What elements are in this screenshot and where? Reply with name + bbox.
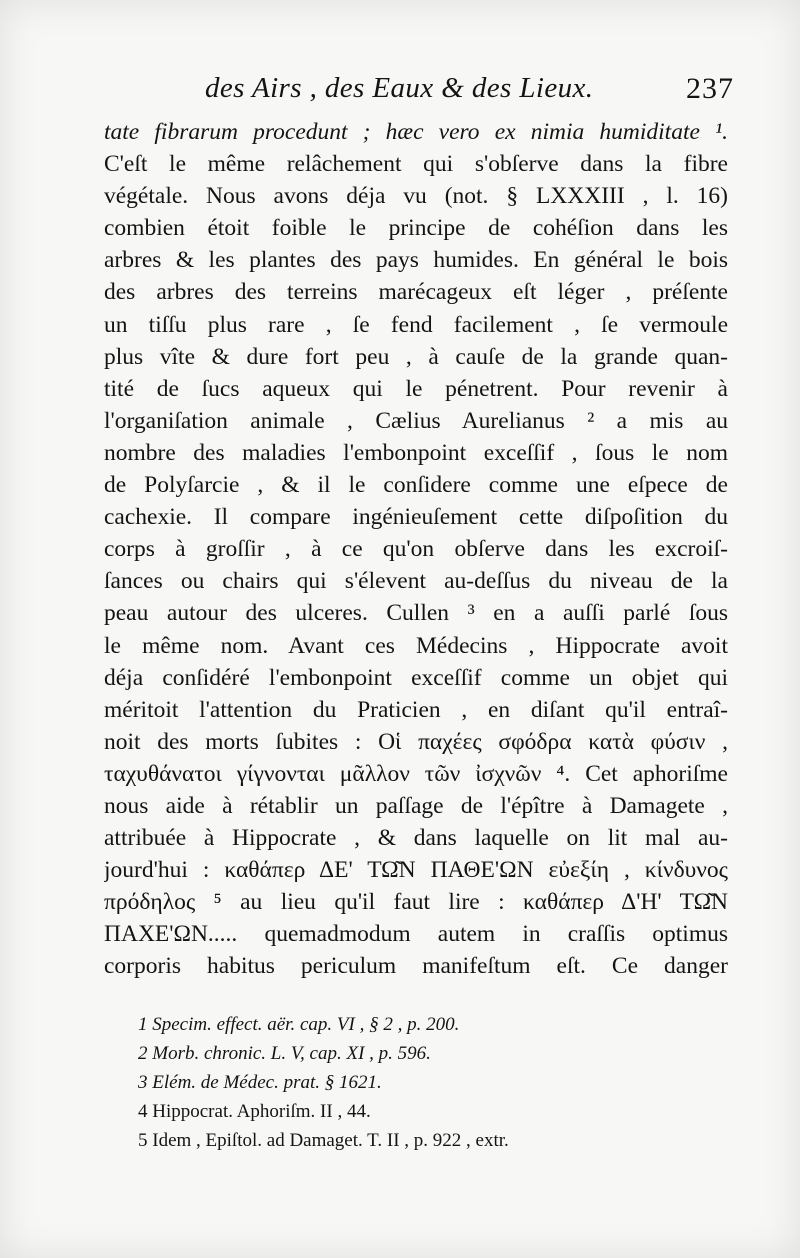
page-number: 237 <box>686 72 734 105</box>
text-line: ταχυθάνατοι γίγνονται μᾶλλον τῶν ἰσχνῶν ⁴. Cet aphoriſme <box>104 760 728 787</box>
text-line: de Polyſarcie , & il le conſidere comme une eſpece de <box>104 472 728 499</box>
text-line: πρόδηλος ⁵ au lieu qu'il faut lire : καθάπερ Δ'Η' ΤΩ͂Ν <box>104 889 728 916</box>
text-line: combien étoit foible le principe de cohéſion dans les <box>104 215 728 242</box>
text-line: arbres & les plantes des pays humides. En général le bois <box>104 247 728 274</box>
text-line: tate fibrarum procedunt ; hæc vero ex nimia humiditate ¹. <box>104 119 728 145</box>
text-line: le même nom. Avant ces Médecins , Hippocrate avoit <box>104 632 728 659</box>
footnote: 1 Specim. effect. aër. cap. VI , § 2 , p. 200. <box>138 1014 460 1035</box>
text-line: noit des morts ſubites : Οἱ παχέες σφόδρα κατὰ φύσιν , <box>104 728 728 755</box>
text-line: ſances ou chairs qui s'élevent au-deſſus du niveau de la <box>104 568 728 595</box>
text-line: C'eſt le même relâchement qui s'obſerve dans la fibre <box>104 151 728 178</box>
text-line: méritoit l'attention du Praticien , en diſant qu'il entraî- <box>104 696 728 723</box>
text-line: attribuée à Hippocrate , & dans laquelle on lit mal au- <box>104 825 728 852</box>
text-line: nous aide à rétablir un paſſage de l'épître à Damagete , <box>104 792 728 819</box>
footnote: 4 Hippocrat. Aphoriſm. II , 44. <box>138 1101 371 1122</box>
footnotes <box>138 1010 658 1155</box>
footnote: 2 Morb. chronic. L. V, cap. XI , p. 596. <box>138 1043 431 1064</box>
body-text <box>104 116 728 983</box>
text-line: corps à groſſir , à ce qu'on obſerve dans les excroiſ- <box>104 536 728 563</box>
text-line: l'organiſation animale , Cælius Aurelianus ² a mis au <box>104 407 728 434</box>
text-line: des arbres des terreins marécageux eſt léger , préſente <box>104 279 728 306</box>
text-line: corporis habitus periculum manifeſtum eſt. Ce danger <box>104 953 728 980</box>
text-line: cachexie. Il compare ingénieuſement cette diſpoſition du <box>104 504 728 531</box>
footnote: 5 Idem , Epiſtol. ad Damaget. T. II , p. 922 , extr. <box>138 1130 509 1151</box>
text-line: un tiſſu plus rare , ſe fend facilement , ſe vermoule <box>104 311 728 338</box>
text-line: plus vîte & dure fort peu , à cauſe de la grande quan- <box>104 343 728 370</box>
text-line: nombre des maladies l'embonpoint exceſſif , ſous le nom <box>104 439 728 466</box>
text-line: peau autour des ulceres. Cullen ³ en a auſſi parlé ſous <box>104 600 728 627</box>
text-line: jourd'hui : καθάπερ ΔΕ' ΤΩ͂Ν ΠΑΘΕ'ΩΝ εὐεξίη , κίνδυνος <box>104 857 728 884</box>
text-line: ΠΑΧΕ'ΩΝ..... quemadmodum autem in craſſis optimus <box>104 921 728 948</box>
text-line: tité de ſucs aqueux qui le pénetrent. Pour revenir à <box>104 375 728 402</box>
running-title: des Airs , des Eaux & des Lieux. <box>205 72 594 104</box>
footnote: 3 Elém. de Médec. prat. § 1621. <box>138 1072 382 1093</box>
text-line: végétale. Nous avons déja vu (not. § LXXXIII , l. 16) <box>104 183 728 210</box>
running-header <box>100 72 740 116</box>
text-line: déja conſidéré l'embonpoint exceſſif comme un objet qui <box>104 664 728 691</box>
